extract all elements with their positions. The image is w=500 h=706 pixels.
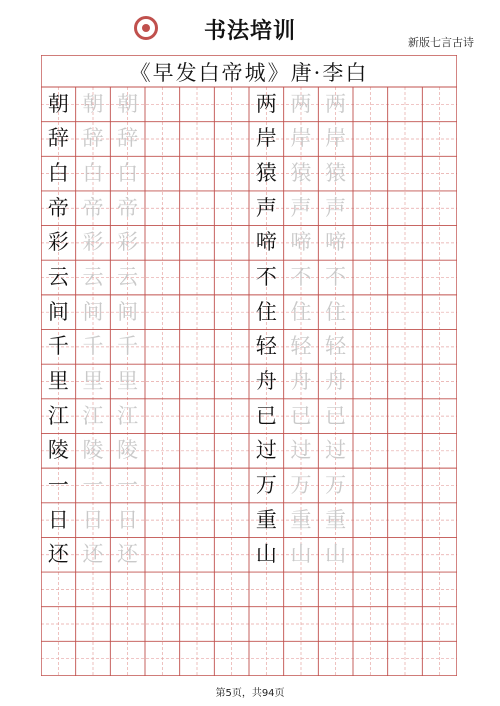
trace-character: 山 <box>290 542 312 567</box>
model-character: 白 <box>47 161 69 186</box>
trace-character: 轻 <box>325 334 347 359</box>
trace-character: 还 <box>117 542 139 567</box>
model-character: 朝 <box>47 91 69 116</box>
trace-character: 重 <box>325 507 347 532</box>
trace-character: 舟 <box>290 369 312 393</box>
trace-character: 陵 <box>82 438 104 463</box>
trace-character: 彩 <box>117 230 139 255</box>
model-character: 帝 <box>47 195 69 220</box>
model-character: 一 <box>47 472 69 497</box>
trace-character: 山 <box>325 542 347 567</box>
trace-character: 舟 <box>325 369 347 393</box>
trace-character: 住 <box>325 299 347 324</box>
trace-character: 轻 <box>290 334 312 359</box>
model-character: 陵 <box>47 438 69 463</box>
trace-character: 岸 <box>325 126 347 151</box>
page-number: 第5页，共94页 <box>215 688 285 699</box>
trace-character: 万 <box>325 472 347 497</box>
model-character: 声 <box>255 195 277 220</box>
trace-character: 一 <box>117 472 139 497</box>
trace-character: 江 <box>82 403 104 428</box>
model-character: 已 <box>255 403 277 428</box>
model-character: 彩 <box>47 230 69 255</box>
trace-character: 朝 <box>117 91 139 116</box>
trace-character: 里 <box>117 369 139 393</box>
trace-character: 一 <box>82 472 104 497</box>
trace-character: 间 <box>117 299 139 324</box>
trace-character: 两 <box>325 91 347 116</box>
model-character: 岸 <box>255 126 277 151</box>
trace-character: 万 <box>290 472 312 497</box>
trace-character: 还 <box>82 542 104 567</box>
trace-character: 白 <box>117 161 139 186</box>
model-character: 山 <box>255 542 277 567</box>
model-character: 间 <box>47 299 69 324</box>
model-character: 轻 <box>255 334 277 359</box>
trace-character: 声 <box>325 195 347 220</box>
trace-character: 云 <box>117 265 139 290</box>
trace-character: 帝 <box>82 195 104 220</box>
model-character: 重 <box>255 507 277 532</box>
trace-character: 猿 <box>325 161 347 186</box>
page-subtitle: 新版七言古诗 <box>408 36 474 49</box>
model-character: 两 <box>255 91 277 116</box>
trace-character: 白 <box>82 161 104 186</box>
model-character: 日 <box>47 507 69 532</box>
trace-character: 彩 <box>82 230 104 255</box>
trace-character: 辞 <box>82 126 104 151</box>
model-character: 江 <box>47 403 69 428</box>
trace-character: 间 <box>82 299 104 324</box>
model-character: 还 <box>47 542 69 567</box>
trace-character: 辞 <box>117 126 139 151</box>
trace-character: 岸 <box>290 126 312 151</box>
trace-character: 江 <box>117 403 139 428</box>
model-character: 辞 <box>47 126 69 151</box>
trace-character: 陵 <box>117 438 139 463</box>
trace-character: 不 <box>325 265 347 290</box>
poem-title: 《早发白帝城》唐·李白 <box>129 61 369 85</box>
trace-character: 日 <box>82 507 104 532</box>
model-character: 万 <box>255 472 277 497</box>
trace-character: 啼 <box>325 230 347 255</box>
model-character: 舟 <box>255 369 277 393</box>
page-title: 书法培训 <box>203 19 296 44</box>
trace-character: 过 <box>290 438 312 463</box>
trace-character: 里 <box>82 369 104 393</box>
model-character: 千 <box>47 334 69 359</box>
trace-character: 帝 <box>117 195 139 220</box>
trace-character: 两 <box>290 91 312 116</box>
trace-character: 千 <box>117 334 139 359</box>
model-character: 住 <box>255 299 277 324</box>
trace-character: 千 <box>82 334 104 359</box>
trace-character: 重 <box>290 507 312 532</box>
trace-character: 猿 <box>290 161 312 186</box>
trace-character: 啼 <box>290 230 312 255</box>
model-character: 啼 <box>255 230 277 255</box>
model-character: 云 <box>47 265 69 290</box>
trace-character: 过 <box>325 438 347 463</box>
trace-character: 已 <box>290 403 312 428</box>
trace-character: 日 <box>117 507 139 532</box>
trace-character: 住 <box>290 299 312 324</box>
trace-character: 云 <box>82 265 104 290</box>
model-character: 猿 <box>255 161 277 186</box>
model-character: 过 <box>255 438 277 463</box>
trace-character: 朝 <box>82 91 104 116</box>
trace-character: 声 <box>290 195 312 220</box>
trace-character: 已 <box>325 403 347 428</box>
trace-character: 不 <box>290 265 312 290</box>
model-character: 不 <box>255 265 277 290</box>
model-character: 里 <box>47 369 69 393</box>
